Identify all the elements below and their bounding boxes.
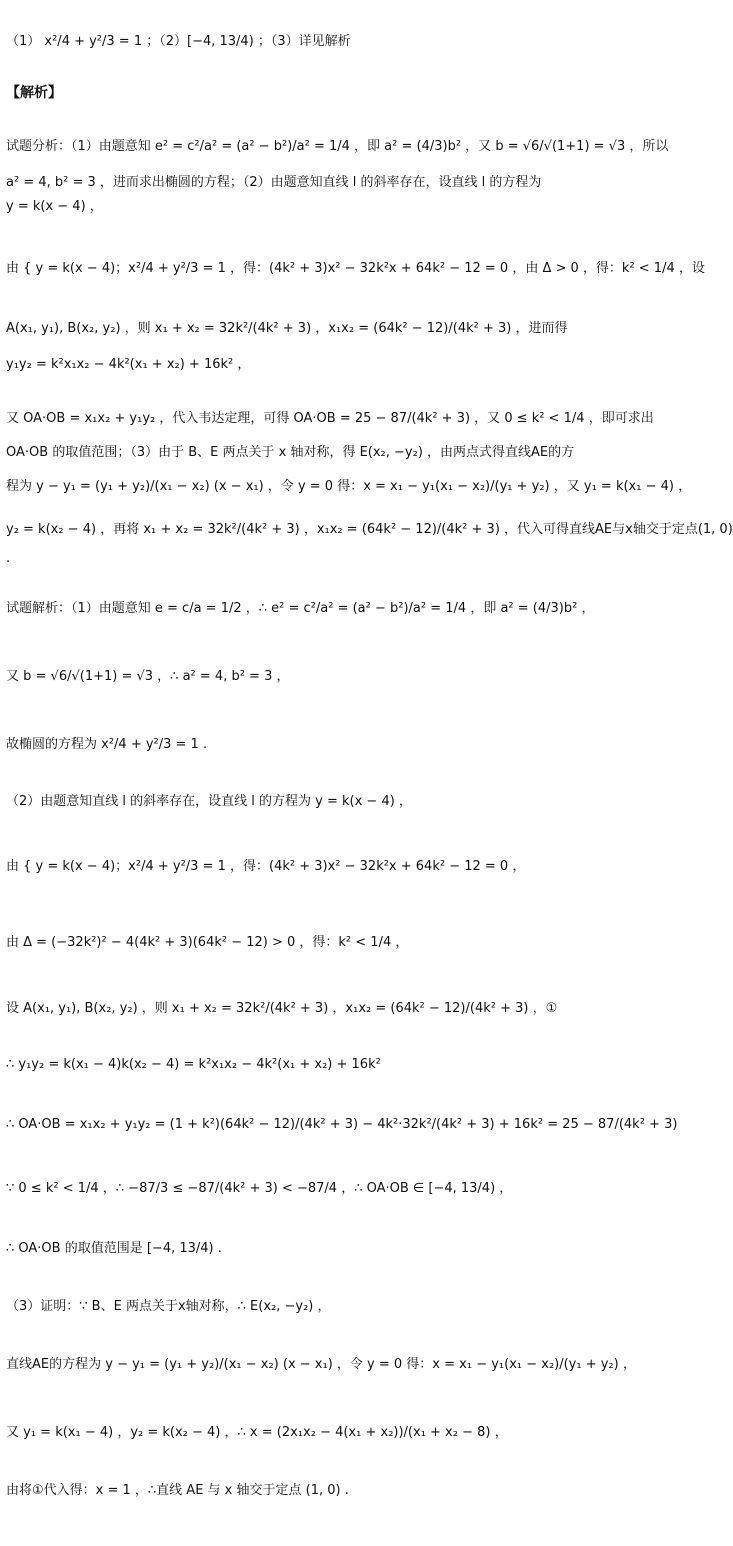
solution-line: 试题解析：（1）由题意知 e = c/a = 1/2 ，∴ e² = c²/a² = (a² − b²)/a² = 1/4 ，即 a² = (4/3)b² ， xyxy=(6,601,595,616)
solution-line: 直线AE的方程为 y − y₁ = (y₁ + y₂)/(x₁ − x₂) (x − x₁) ，令 y = 0 得：x = x₁ − y₁(x₁ − x₂)/(y₁ + y₂) ， xyxy=(6,1357,636,1372)
solution-line: ∴ y₁y₂ = k(x₁ − 4)k(x₂ − 4) = k²x₁x₂ − 4k²(x₁ + x₂) + 16k² xyxy=(6,1057,381,1072)
solution-line: A(x₁, y₁), B(x₂, y₂) ，则 x₁ + x₂ = 32k²/(4k² + 3) ，x₁x₂ = (64k² − 12)/(4k² + 3) ，进而得 xyxy=(6,321,568,336)
solution-line: 由 Δ = (−32k²)² − 4(4k² + 3)(64k² − 12) > 0 ，得：k² < 1/4 ， xyxy=(6,935,409,950)
solution-line: （3）证明：∵ B、E 两点关于x轴对称，∴ E(x₂, −y₂) ， xyxy=(6,1299,331,1314)
solution-line: 又 OA·OB = x₁x₂ + y₁y₂ ，代入韦达定理，可得 OA·OB = 25 − 87/(4k² + 3) ，又 0 ≤ k² < 1/4 ，即可求出 xyxy=(6,411,654,426)
solution-line: y₂ = k(x₂ − 4) ，再将 x₁ + x₂ = 32k²/(4k² + 3) ，x₁x₂ = (64k² − 12)/(4k² + 3) ，代入可得直线AE与x轴交于定点(1, 0) xyxy=(6,522,733,537)
solution-line: ∴ OA·OB = x₁x₂ + y₁y₂ = (1 + k²)(64k² − 12)/(4k² + 3) − 4k²·32k²/(4k² + 3) + 16k² = 25 − 87/(4k² + 3) xyxy=(6,1117,678,1132)
solution-line: ∵ 0 ≤ k² < 1/4 ，∴ −87/3 ≤ −87/(4k² + 3) < −87/4 ，∴ OA·OB ∈ [−4, 13/4) ， xyxy=(6,1181,513,1196)
solution-line: 由将①代入得：x = 1 ，∴直线 AE 与 x 轴交于定点 (1, 0) . xyxy=(6,1483,349,1498)
solution-line: 故椭圆的方程为 x²/4 + y²/3 = 1 . xyxy=(6,737,208,752)
solution-line: 由 { y = k(x − 4)；x²/4 + y²/3 = 1 ，得：(4k² + 3)x² − 32k²x + 64k² − 12 = 0 ，由 Δ > 0 ，得：k² < 1/4 ，设 xyxy=(6,261,705,276)
solution-line: （2）由题意知直线 l 的斜率存在，设直线 l 的方程为 y = k(x − 4) ， xyxy=(6,794,412,809)
solution-line: ∴ OA·OB 的取值范围是 [−4, 13/4) . xyxy=(6,1241,222,1256)
solution-line: . xyxy=(6,551,11,566)
solution-line: （1） x²/4 + y²/3 = 1 ；（2）[−4, 13/4) ；（3）详见解析 xyxy=(6,34,351,49)
solution-line: 【解析】 xyxy=(6,85,62,101)
solution-line: a² = 4, b² = 3 ，进而求出椭圆的方程；（2）由题意知直线 l 的斜率存在，设直线 l 的方程为 xyxy=(6,175,542,190)
solution-line: 程为 y − y₁ = (y₁ + y₂)/(x₁ − x₂) (x − x₁) ，令 y = 0 得：x = x₁ − y₁(x₁ − x₂)/(y₁ + y₂) ，又 y₁ = k(x₁ − 4) ， xyxy=(6,479,692,494)
solution-line: y = k(x − 4) ， xyxy=(6,199,103,214)
solution-line: 又 y₁ = k(x₁ − 4) ，y₂ = k(x₂ − 4) ，∴ x = (2x₁x₂ − 4(x₁ + x₂))/(x₁ + x₂ − 8) ， xyxy=(6,1425,508,1440)
solution-line: 设 A(x₁, y₁), B(x₂, y₂) ，则 x₁ + x₂ = 32k²/(4k² + 3) ，x₁x₂ = (64k² − 12)/(4k² + 3) ，① xyxy=(6,1001,558,1016)
solution-line: y₁y₂ = k²x₁x₂ − 4k²(x₁ + x₂) + 16k² ， xyxy=(6,357,251,372)
solution-line: 又 b = √6/√(1+1) = √3 ，∴ a² = 4, b² = 3 ， xyxy=(6,669,290,684)
solution-line: 试题分析：（1）由题意知 e² = c²/a² = (a² − b²)/a² = 1/4 ，即 a² = (4/3)b² ，又 b = √6/√(1+1) = √3 ，所以 xyxy=(6,139,669,154)
solution-line: 由 { y = k(x − 4)；x²/4 + y²/3 = 1 ，得：(4k² + 3)x² − 32k²x + 64k² − 12 = 0 ， xyxy=(6,859,526,874)
solution-line: OA·OB 的取值范围；（3）由于 B、E 两点关于 x 轴对称，得 E(x₂, −y₂) ，由两点式得直线AE的方 xyxy=(6,445,575,460)
